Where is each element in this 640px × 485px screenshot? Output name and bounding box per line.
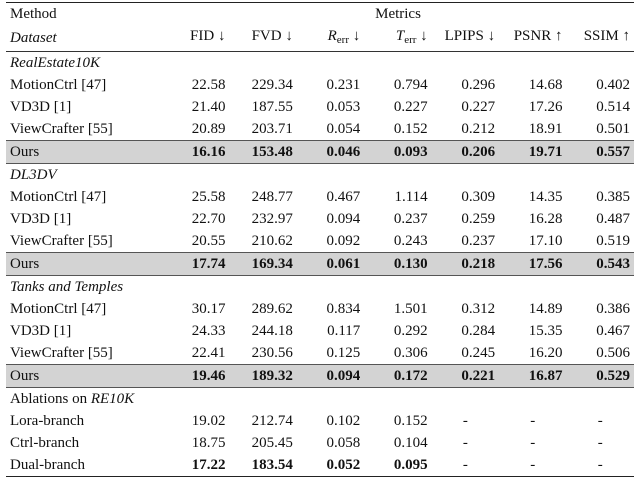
value-cell: 1.114: [394, 189, 428, 205]
table-row: [6, 298, 634, 320]
value-cell: 0.052: [297, 454, 364, 477]
value-cell: -: [432, 454, 499, 477]
value-cell: 189.32: [229, 365, 296, 388]
ablations-title-prefix: Ablations on: [10, 391, 91, 407]
value-cell: 0.227: [461, 99, 496, 115]
value-cell: 0.557: [566, 141, 634, 164]
section-header-row: [6, 164, 634, 187]
value-cell: 232.97: [251, 211, 293, 227]
value-cell: -: [499, 454, 566, 477]
value-cell: 0.102: [326, 413, 361, 429]
value-cell: 15.35: [528, 323, 563, 339]
value-cell: 0.519: [596, 233, 630, 249]
value-cell: 20.55: [191, 233, 226, 249]
value-cell: 0.245: [461, 345, 496, 361]
value-cell: 0.152: [393, 121, 428, 137]
method-cell: VD3D [1]: [10, 211, 72, 227]
table-row: [6, 342, 634, 365]
value-cell: 0.117: [327, 323, 361, 339]
table-body: [6, 52, 634, 477]
ablations-header-row: [6, 388, 634, 411]
value-cell: -: [530, 435, 536, 451]
ours-row: [6, 253, 634, 276]
table-row: [6, 230, 634, 253]
value-cell: 0.206: [432, 141, 499, 164]
value-cell: 14.89: [528, 301, 563, 317]
value-cell: 289.62: [251, 301, 293, 317]
value-cell: 0.231: [326, 77, 361, 93]
value-cell: 18.75: [191, 435, 226, 451]
method-cell: MotionCtrl [47]: [10, 77, 107, 93]
value-cell: 18.91: [528, 121, 563, 137]
table-row: [6, 118, 634, 141]
value-cell: 1.501: [393, 301, 428, 317]
col-header-ssim: SSIM ↑: [566, 25, 634, 52]
value-cell: 210.62: [251, 233, 293, 249]
section-title: Tanks and Temples: [6, 276, 634, 299]
value-cell: 21.40: [191, 99, 226, 115]
col-header-fvd: FVD ↓: [229, 25, 296, 52]
value-cell: 0.053: [326, 99, 361, 115]
value-cell: 14.35: [528, 189, 563, 205]
value-cell: 0.094: [297, 365, 364, 388]
value-cell: 0.092: [326, 233, 361, 249]
value-cell: 0.514: [596, 99, 630, 115]
value-cell: 0.094: [326, 211, 361, 227]
method-cell: Ours: [6, 253, 162, 276]
method-cell: VD3D [1]: [10, 99, 72, 115]
value-cell: 0.312: [461, 301, 496, 317]
value-cell: 0.385: [596, 189, 630, 205]
method-cell: ViewCrafter [55]: [10, 121, 113, 137]
ours-row: [6, 141, 634, 164]
method-cell: Ours: [6, 365, 162, 388]
ablation-row: [6, 454, 634, 477]
value-cell: 16.87: [499, 365, 566, 388]
value-cell: 0.834: [326, 301, 361, 317]
value-cell: 17.74: [162, 253, 229, 276]
method-cell: Lora-branch: [10, 413, 85, 429]
value-cell: 0.218: [432, 253, 499, 276]
value-cell: 0.046: [297, 141, 364, 164]
value-cell: 248.77: [251, 189, 293, 205]
table-row: [6, 320, 634, 342]
ablation-row: [6, 432, 634, 454]
value-cell: 0.402: [596, 77, 630, 93]
section-title: DL3DV: [6, 164, 634, 187]
value-cell: 205.45: [251, 435, 293, 451]
value-cell: 0.054: [326, 121, 361, 137]
value-cell: 0.529: [566, 365, 634, 388]
value-cell: 153.48: [229, 141, 296, 164]
col-header-psnr: PSNR ↑: [499, 25, 566, 52]
section-header-row: [6, 52, 634, 75]
value-cell: 169.34: [229, 253, 296, 276]
value-cell: 22.41: [191, 345, 226, 361]
value-cell: 0.284: [461, 323, 496, 339]
value-cell: 0.221: [432, 365, 499, 388]
results-table: [6, 2, 634, 477]
value-cell: 0.172: [364, 365, 431, 388]
value-cell: -: [597, 435, 603, 451]
col-header-lpips: LPIPS ↓: [432, 25, 499, 52]
value-cell: 14.68: [528, 77, 563, 93]
method-cell: Ours: [6, 141, 162, 164]
value-cell: 17.22: [162, 454, 229, 477]
method-cell: VD3D [1]: [10, 323, 72, 339]
value-cell: 229.34: [251, 77, 293, 93]
value-cell: 0.095: [364, 454, 431, 477]
section-title: RealEstate10K: [6, 52, 634, 75]
method-cell: Ctrl-branch: [10, 435, 80, 451]
value-cell: 0.543: [566, 253, 634, 276]
value-cell: 19.46: [162, 365, 229, 388]
value-cell: 20.89: [191, 121, 226, 137]
value-cell: 30.17: [191, 301, 226, 317]
value-cell: -: [462, 435, 468, 451]
value-cell: 0.104: [393, 435, 428, 451]
value-cell: 0.152: [393, 413, 428, 429]
value-cell: 19.02: [191, 413, 226, 429]
value-cell: 0.130: [364, 253, 431, 276]
value-cell: 0.467: [326, 189, 361, 205]
value-cell: 0.506: [596, 345, 630, 361]
value-cell: 0.237: [393, 211, 428, 227]
value-cell: 0.292: [393, 323, 428, 339]
header-row-1: [6, 3, 634, 26]
value-cell: 16.16: [162, 141, 229, 164]
value-cell: 0.125: [326, 345, 361, 361]
method-cell: MotionCtrl [47]: [10, 301, 107, 317]
table-row: [6, 74, 634, 96]
value-cell: 22.70: [191, 211, 226, 227]
section-header-row: [6, 276, 634, 299]
value-cell: 19.71: [499, 141, 566, 164]
value-cell: 17.26: [528, 99, 563, 115]
value-cell: 17.10: [528, 233, 563, 249]
value-cell: 0.794: [393, 77, 428, 93]
method-cell: Dual-branch: [6, 454, 162, 477]
value-cell: 0.306: [393, 345, 428, 361]
value-cell: 244.18: [251, 323, 293, 339]
value-cell: 22.58: [191, 77, 226, 93]
value-cell: 0.227: [393, 99, 428, 115]
method-cell: ViewCrafter [55]: [10, 345, 113, 361]
value-cell: -: [566, 454, 634, 477]
table-row: [6, 208, 634, 230]
value-cell: 0.093: [364, 141, 431, 164]
dataset-header: Dataset: [6, 25, 162, 52]
value-cell: 0.501: [596, 121, 630, 137]
method-header: Method: [6, 3, 162, 26]
value-cell: 0.243: [393, 233, 428, 249]
value-cell: 187.55: [251, 99, 293, 115]
ours-row: [6, 365, 634, 388]
method-cell: MotionCtrl [47]: [10, 189, 107, 205]
table-row: [6, 186, 634, 208]
value-cell: 24.33: [191, 323, 226, 339]
value-cell: 0.386: [596, 301, 630, 317]
value-cell: -: [462, 413, 468, 429]
value-cell: 0.212: [461, 121, 496, 137]
value-cell: 0.487: [596, 211, 630, 227]
value-cell: 17.56: [499, 253, 566, 276]
value-cell: 0.237: [461, 233, 496, 249]
ablation-row: [6, 410, 634, 432]
col-header-rerr: $R_{err}$ ↓: [297, 25, 364, 52]
value-cell: 230.56: [251, 345, 293, 361]
ablations-title: [6, 388, 634, 411]
col-header-fid: FID ↓: [162, 25, 229, 52]
ablations-title-dataset: RE10K: [90, 391, 135, 407]
col-header-terr: $T_{err}$ ↓: [364, 25, 431, 52]
value-cell: 0.309: [461, 189, 496, 205]
value-cell: 212.74: [251, 413, 293, 429]
value-cell: 203.71: [251, 121, 293, 137]
table-row: [6, 96, 634, 118]
metrics-header: Metrics: [162, 3, 634, 26]
value-cell: 25.58: [191, 189, 226, 205]
value-cell: 0.058: [326, 435, 361, 451]
value-cell: -: [530, 413, 536, 429]
method-cell: ViewCrafter [55]: [10, 233, 113, 249]
value-cell: 16.20: [528, 345, 563, 361]
value-cell: 0.259: [461, 211, 496, 227]
value-cell: 0.467: [596, 323, 630, 339]
value-cell: 0.061: [297, 253, 364, 276]
value-cell: 183.54: [229, 454, 296, 477]
value-cell: 0.296: [461, 77, 496, 93]
value-cell: 16.28: [528, 211, 563, 227]
value-cell: -: [597, 413, 603, 429]
header-row-2: [6, 25, 634, 52]
